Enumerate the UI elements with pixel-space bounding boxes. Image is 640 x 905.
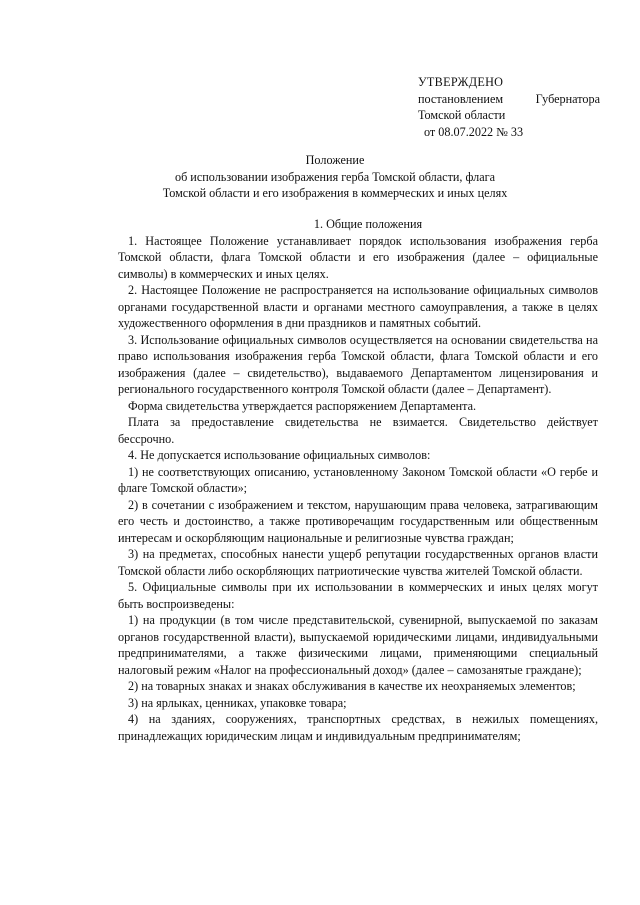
paragraph: Форма свидетельства утверждается распоряжением Департамента. — [128, 398, 477, 413]
list-item: 1) не соответствующих описанию, установленному Законом Томской области «О гербе и флаге Томской области»; — [118, 464, 598, 495]
list-item: 1) на продукции (в том числе представительской, сувенирной, выпускаемой по заказам органов государственной власти), выпускаемой юридическими лицами, индивидуальными предпринимателями, а также физическими лицами, применяющими специальный налоговый режим «Налог на профессиональный доход» (далее – самозанятые граждане); — [118, 613, 598, 677]
document-title-line: Положение — [305, 153, 365, 167]
approval-decree-right: Губернатора — [535, 91, 600, 106]
approval-decree — [418, 91, 600, 108]
approval-date: от 08.07.2022 № 33 — [424, 124, 524, 139]
paragraph: 5. Официальные символы при их использовании в коммерческих и иных целях могут быть воспроизведены: — [118, 580, 598, 611]
paragraph: 3. Использование официальных символов осуществляется на основании свидетельства на право использования изображения герба Томской области, флага Томской области и его изображения (далее – свидетельство), выдаваемого Департаментом лицензирования и регионального государственного контроля Томской области (далее – Департамент). — [118, 332, 598, 396]
approval-stamp — [418, 74, 600, 140]
document-title — [70, 152, 600, 202]
paragraph: 4. Не допускается использование официальных символов: — [128, 448, 431, 462]
approval-decree-left: постановлением — [418, 91, 504, 106]
section-heading: 1. Общие положения — [313, 217, 423, 231]
paragraph: 2. Настоящее Положение не распространяется на использование официальных символов органами государственной власти и органами местного самоуправления, а также в целях художественного оформления в дни праздников и памятных событий. — [118, 283, 598, 330]
approval-title: УТВЕРЖДЕНО — [418, 75, 504, 89]
document-title-line: Томской области и его изображения в коммерческих и иных целях — [162, 186, 508, 200]
list-item: 3) на предметах, способных нанести ущерб репутации государственных органов власти Томской области либо оскорбляющих патриотические чувства жителей Томской области. — [118, 547, 598, 578]
approval-region: Томской области — [418, 108, 506, 122]
paragraph: Плата за предоставление свидетельства не взимается. Свидетельство действует бессрочно. — [118, 415, 598, 446]
document-title-line: об использовании изображения герба Томской области, флага — [174, 169, 496, 184]
list-item: 4) на зданиях, сооружениях, транспортных средствах, в нежилых помещениях, принадлежащих юридическим лицам и индивидуальным предпринимателям; — [118, 712, 598, 743]
list-item: 3) на ярлыках, ценниках, упаковке товара; — [128, 695, 347, 710]
document-body — [118, 216, 598, 744]
list-item: 2) в сочетании с изображением и текстом, нарушающим права человека, затрагивающим его честь и достоинство, а также противоречащим государственным или общественным интересам и оскорбляющим национальные и религиозные чувства граждан; — [118, 497, 598, 545]
paragraph: 1. Настоящее Положение устанавливает порядок использования изображения герба Томской области, флага Томской области и его изображения (далее – официальные символы) в коммерческих и иных целях. — [118, 233, 598, 281]
list-item: 2) на товарных знаках и знаках обслуживания в качестве их неохраняемых элементов; — [128, 679, 576, 693]
